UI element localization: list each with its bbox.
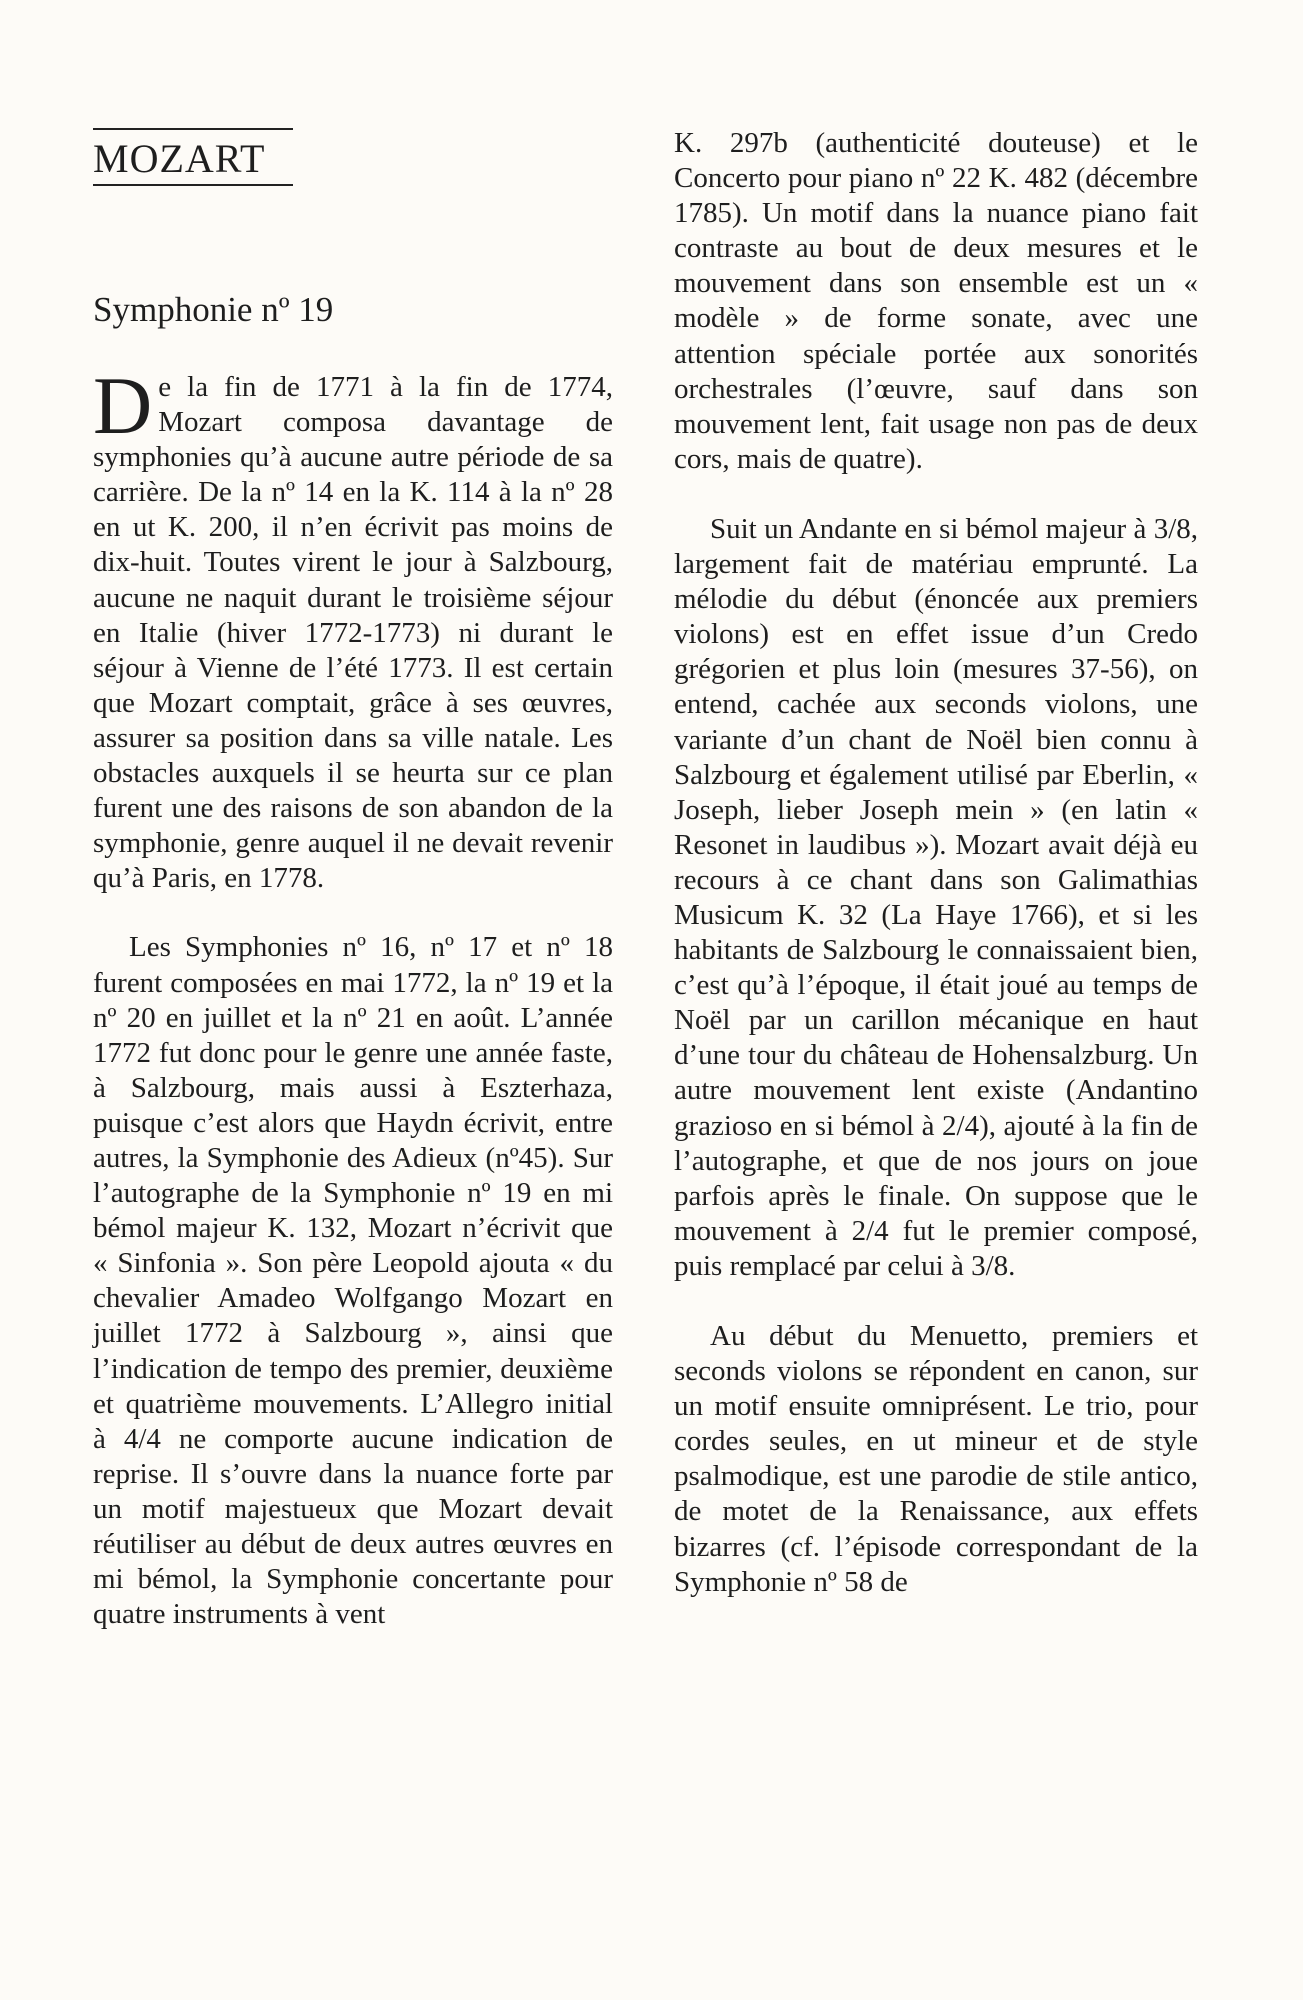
page-title-rule — [93, 128, 293, 186]
paragraph-3: K. 297b (authenticité douteuse) et le Concerto pour piano nº 22 K. 482 (décembre 1785). Un motif dans la nuance piano fait contraste au bout de deux mesures et le mouvement dans son ensemble est un « modèle » de forme sonate, avec une attention spéciale portée aux sonorités orchestrales (l’œuvre, sauf dans son mouvement lent, fait usage non pas de deux cors, mais de quatre). — [674, 127, 1198, 475]
left-column — [93, 360, 613, 1632]
paragraph-2: Les Symphonies nº 16, nº 17 et nº 18 furent composées en mai 1772, la nº 19 et la nº 20 en juillet et la nº 21 en août. L’année 1772 fut donc pour le genre une année faste, à Salzbourg, mais aussi à Eszterhaza, puisque c’est alors que Haydn écrivit, entre autres, la Symphonie des Adieux (nº45). Sur l’autographe de la Symphonie nº 19 en mi bémol majeur K. 132, Mozart n’écrivit que « Sinfonia ». Son père Leopold ajouta « du chevalier Amadeo Wolfgango Mozart en juillet 1772 à Salzbourg », ainsi que l’indication de tempo des premier, deuxième et quatrième mouvements. L’Allegro initial à 4/4 ne comporte aucune indication de reprise. Il s’ouvre dans la nuance forte par un motif majestueux que Mozart devait réutiliser au début de deux autres œuvres en mi bémol, la Symphonie concertante pour quatre instruments à vent — [93, 931, 613, 1631]
paragraph-1 — [93, 360, 613, 896]
paragraph-1-text: e la fin de 1771 à la fin de 1774, Mozart composa davantage de symphonies qu’à aucune autre période de sa carrière. De la nº 14 en la K. 114 à la nº 28 en ut K. 200, il n’en écrivit pas moins de dix-huit. Toutes virent le jour à Salzbourg, aucune ne naquit durant le troisième séjour en Italie (hiver 1772-1773) ni durant le séjour à Vienne de l’été 1773. Il est certain que Mozart comptait, grâce à ses œuvres, assurer sa position dans sa ville natale. Les obstacles auxquels il se heurta sur ce plan furent une des raisons de son abandon de la symphonie, genre auquel il ne devait revenir qu’à Paris, en 1778. — [93, 371, 613, 895]
drop-cap: D — [93, 360, 153, 451]
right-column — [674, 126, 1198, 1600]
page-title: MOZART — [93, 136, 266, 181]
paragraph-4: Suit un Andante en si bémol majeur à 3/8, largement fait de matériau emprunté. La mélodie du début (énoncée aux premiers violons) est en effet issue d’un Credo grégorien et plus loin (mesures 37-56), on entend, cachée aux seconds violons, une variante d’un chant de Noël bien connu à Salzbourg et également utilisé par Eberlin, « Joseph, lieber Joseph mein » (en latin « Resonet in laudibus »). Mozart avait déjà eu recours à ce chant dans son Galimathias Musicum K. 32 (La Haye 1766), et si les habitants de Salzbourg le connaissaient bien, c’est qu’à l’époque, il était joué au temps de Noël par un carillon mécanique en haut d’une tour du château de Hohensalzburg. Un autre mouvement lent existe (Andantino grazioso en si bémol à 2/4), ajouté à la fin de l’autographe, et que de nos jours on joue parfois après le finale. On suppose que le mouvement à 2/4 fut le premier composé, puis remplacé par celui à 3/8. — [674, 512, 1198, 1282]
section-subtitle: Symphonie nº 19 — [93, 290, 334, 329]
paragraph-5: Au début du Menuetto, premiers et seconds violons se répondent en canon, sur un motif ensuite omniprésent. Le trio, pour cordes seules, en ut mineur et de style psalmodique, est une parodie de stile antico, de motet de la Renaissance, aux effets bizarres (cf. l’épisode correspondant de la Symphonie nº 58 de — [674, 1320, 1198, 1598]
